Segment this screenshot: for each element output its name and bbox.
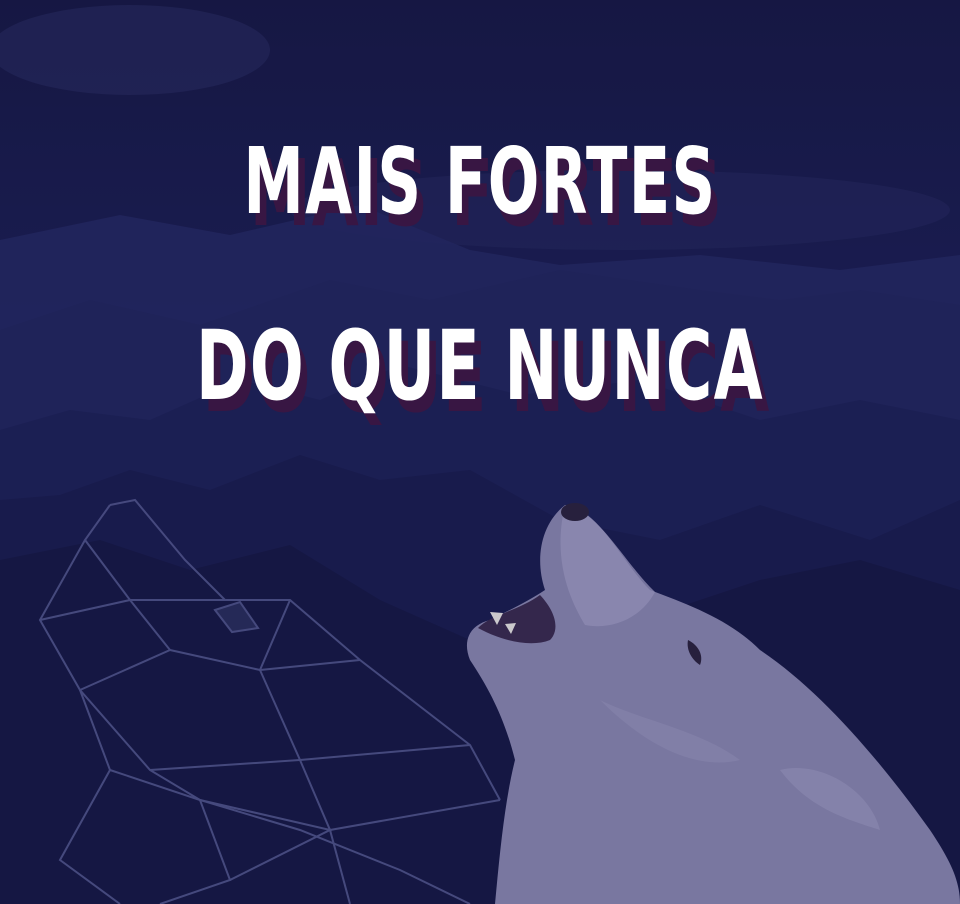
headline-line-1: MAIS FORTES <box>243 128 717 235</box>
headline-line-2: DO QUE NUNCA <box>195 310 765 422</box>
